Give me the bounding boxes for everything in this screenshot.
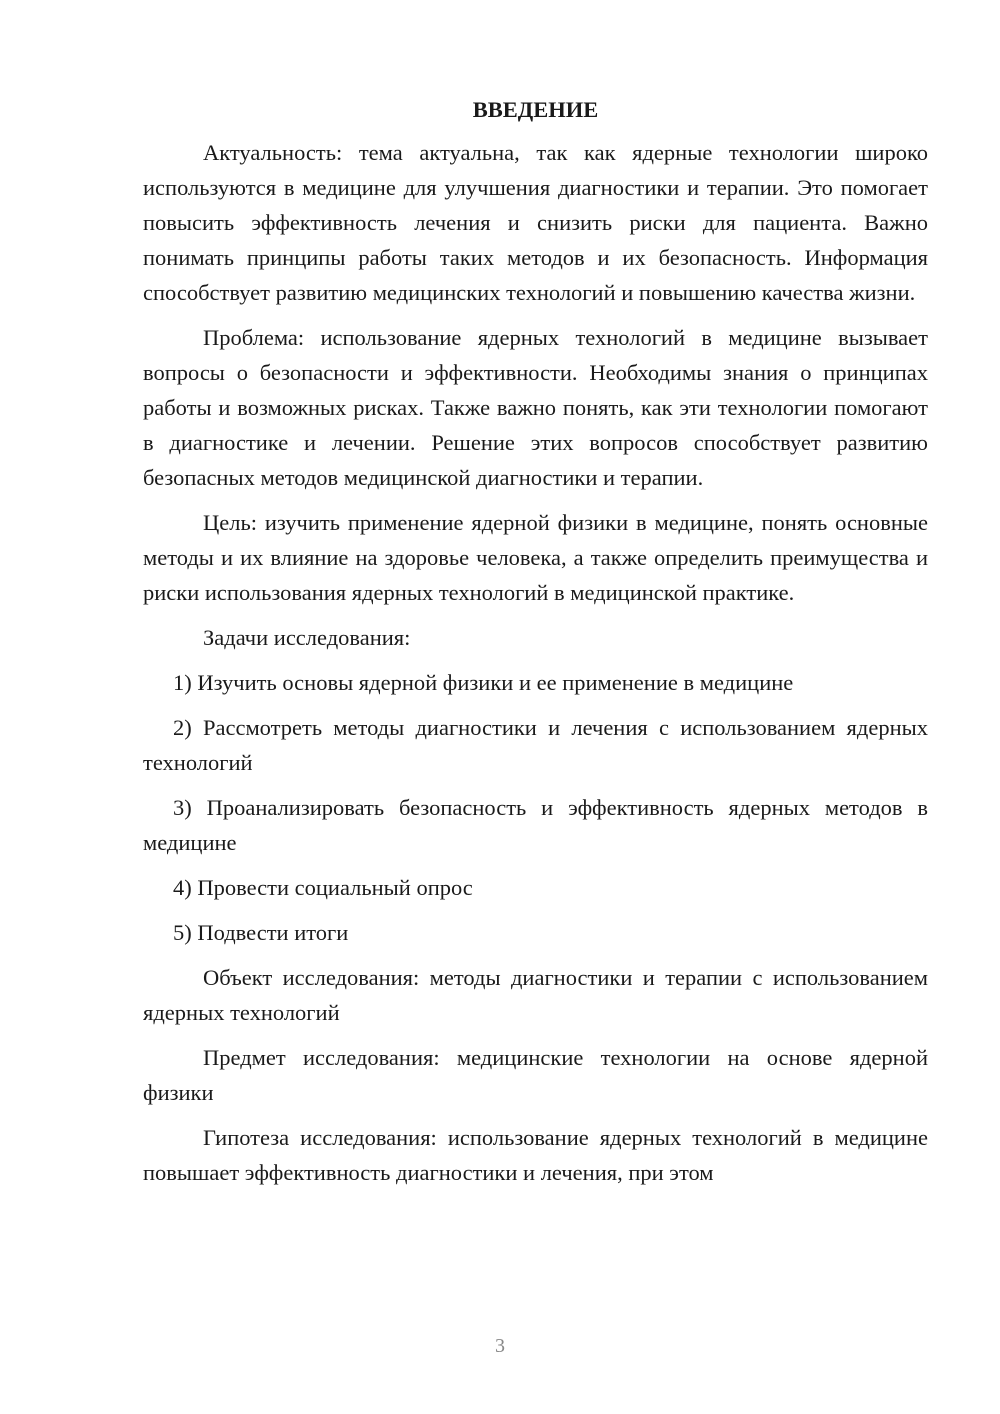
section-title: ВВЕДЕНИЕ — [472, 97, 599, 122]
page-content — [143, 92, 928, 1200]
hypothesis-paragraph: Гипотеза исследования: использование ядерных технологий в медицине повышает эффективность диагностики и лечения, при этом — [143, 1125, 928, 1185]
task-item-3: 3) Проанализировать безопасность и эффективность ядерных методов в медицине — [143, 795, 928, 855]
subject-paragraph: Предмет исследования: медицинские технологии на основе ядерной физики — [143, 1045, 928, 1105]
page-number: 3 — [495, 1335, 505, 1357]
goal-paragraph: Цель: изучить применение ядерной физики в медицине, понять основные методы и их влияние на здоровье человека, а также определить преимущества и риски использования ядерных технологий в медицинской практике. — [143, 510, 928, 605]
tasks-heading: Задачи исследования: — [203, 625, 411, 650]
task-item-1: 1) Изучить основы ядерной физики и ее применение в медицине — [173, 670, 794, 695]
object-paragraph: Объект исследования: методы диагностики и терапии с использованием ядерных технологий — [143, 965, 928, 1025]
task-item-4: 4) Провести социальный опрос — [173, 875, 473, 900]
problem-paragraph: Проблема: использование ядерных технологий в медицине вызывает вопросы о безопасности и эффективности. Необходимы знания о принципах работы и возможных рисках. Также важно понять, как эти технологии помогают в диагностике и лечении. Решение этих вопросов способствует развитию безопасных методов медицинской диагностики и терапии. — [143, 325, 928, 490]
task-item-5: 5) Подвести итоги — [173, 920, 349, 945]
relevance-paragraph: Актуальность: тема актуальна, так как ядерные технологии широко используются в медицине для улучшения диагностики и терапии. Это помогает повысить эффективность лечения и снизить риски для пациента. Важно понимать принципы работы таких методов и их безопасность. Информация способствует развитию медицинских технологий и повышению качества жизни. — [143, 140, 928, 305]
task-item-2: 2) Рассмотреть методы диагностики и лечения с использованием ядерных технологий — [143, 715, 928, 775]
